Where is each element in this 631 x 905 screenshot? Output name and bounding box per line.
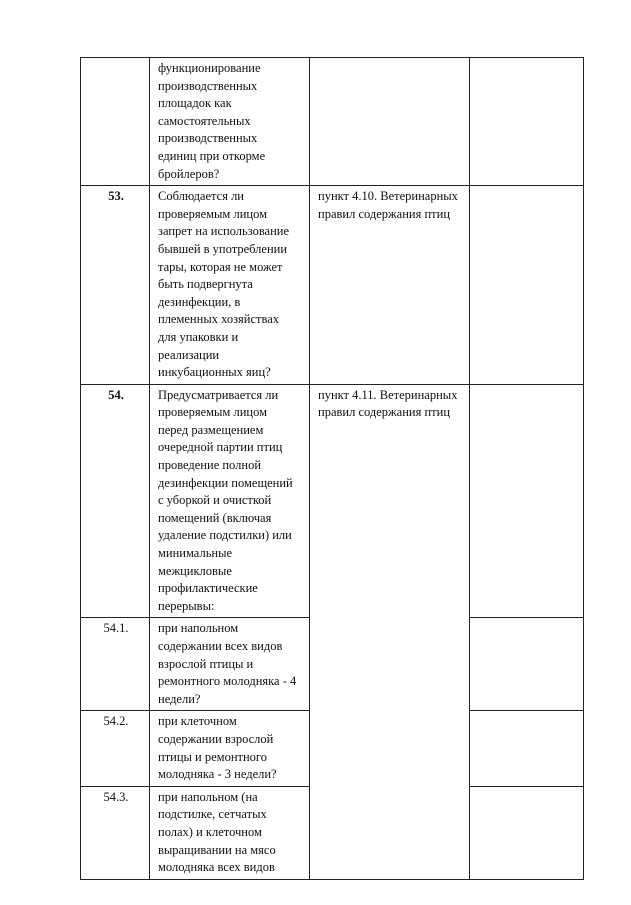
answer-cell [470,384,584,618]
answer-cell [470,786,584,879]
answer-cell [470,58,584,186]
reference-text: пункт 4.11. Ветеринарных правил содержания птиц [310,384,470,618]
reference-text [310,711,470,786]
question-text: при напольном (на подстилке, сетчатых полах) и клеточном выращивании на мясо молодняка всех видов [150,786,310,879]
answer-cell [470,186,584,385]
table-row [81,384,584,618]
table-row [81,618,584,711]
table-row [81,711,584,786]
checklist-table [80,57,584,880]
item-number: 54.1. [81,618,150,711]
item-number: 54.3. [81,786,150,879]
item-number: 53. [81,186,150,385]
question-text: Предусматривается ли проверяемым лицом перед размещением очередной партии птиц проведение полной дезинфекции помещений с уборкой и очисткой помещений (включая удаление подстилки) или минимальные межцикловые профилактические перерывы: [150,384,310,618]
question-text: при напольном содержании всех видов взрослой птицы и ремонтного молодняка - 4 недели? [150,618,310,711]
table-row [81,58,584,186]
table-row [81,786,584,879]
item-number [81,58,150,186]
question-text: функционирование производственных площадок как самостоятельных производственных единиц при откорме бройлеров? [150,58,310,186]
answer-cell [470,618,584,711]
answer-cell [470,711,584,786]
reference-text [310,58,470,186]
reference-text [310,618,470,711]
question-text: при клеточном содержании взрослой птицы и ремонтного молодняка - 3 недели? [150,711,310,786]
item-number: 54. [81,384,150,618]
reference-text: пункт 4.10. Ветеринарных правил содержания птиц [310,186,470,385]
question-text: Соблюдается ли проверяемым лицом запрет на использование бывшей в употреблении тары, которая не может быть подвергнута дезинфекции, в племенных хозяйствах для упаковки и реализации инкубационных яиц? [150,186,310,385]
reference-text [310,786,470,879]
item-number: 54.2. [81,711,150,786]
table-row [81,186,584,385]
